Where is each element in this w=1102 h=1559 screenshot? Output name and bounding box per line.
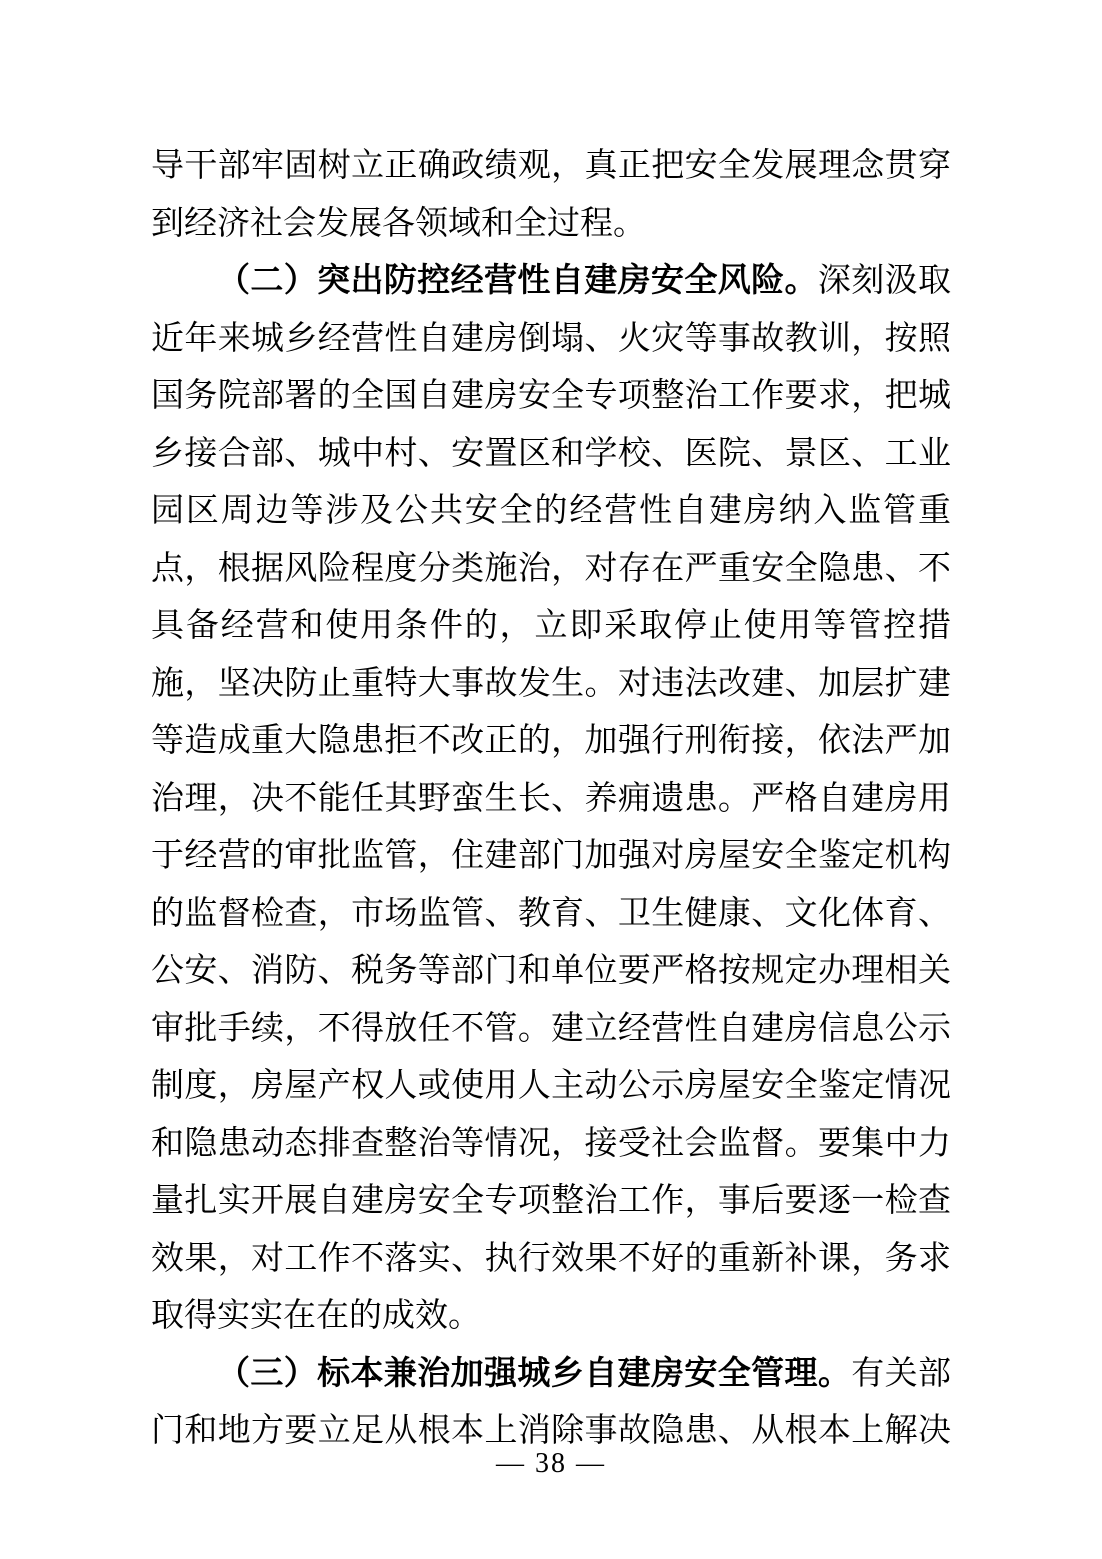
body-line-section-start bbox=[151, 1346, 951, 1404]
body-line: 效果，对工作不落实、执行效果不好的重新补课，务求 bbox=[151, 1240, 951, 1277]
body-line: 等造成重大隐患拒不改正的，加强行刑衔接，依法严加 bbox=[151, 723, 951, 759]
body-line-text: 深刻汲取 bbox=[817, 263, 952, 299]
body-line: 乡接合部、城中村、安置区和学校、医院、景区、工业 bbox=[151, 435, 951, 472]
body-line: 的监督检查，市场监管、教育、卫生健康、文化体育、 bbox=[151, 895, 951, 932]
body-line: 点，根据风险程度分类施治，对存在严重安全隐患、不 bbox=[151, 550, 951, 587]
body-line: 治理，决不能任其野蛮生长、养痈遗患。严格自建房用 bbox=[151, 780, 951, 817]
body-line: 审批手续，不得放任不管。建立经营性自建房信息公示 bbox=[151, 1010, 951, 1047]
body-line: 制度，房屋产权人或使用人主动公示房屋安全鉴定情况 bbox=[151, 1068, 951, 1104]
body-line: 公安、消防、税务等部门和单位要严格按规定办理相关 bbox=[151, 953, 951, 989]
body-text-block bbox=[151, 138, 951, 1461]
body-line: 具备经营和使用条件的，立即采取停止使用等管控措 bbox=[151, 608, 951, 644]
body-line: 于经营的审批监管，住建部门加强对房屋安全鉴定机构 bbox=[151, 838, 951, 874]
section-heading: （三）标本兼治加强城乡自建房安全管理。 bbox=[217, 1355, 852, 1392]
section-heading: （二）突出防控经营性自建房安全风险。 bbox=[217, 263, 818, 299]
body-line: 近年来城乡经营性自建房倒塌、火灾等事故教训，按照 bbox=[151, 320, 951, 357]
body-line: 园区周边等涉及公共安全的经营性自建房纳入监管重 bbox=[151, 493, 951, 529]
body-line-section-start bbox=[151, 253, 951, 311]
body-line: 国务院部署的全国自建房安全专项整治工作要求，把城 bbox=[151, 378, 951, 414]
body-line: 量扎实开展自建房安全专项整治工作，事后要逐一检查 bbox=[151, 1183, 951, 1219]
page-number: — 38 — bbox=[496, 1448, 606, 1479]
body-line: 导干部牢固树立正确政绩观，真正把安全发展理念贯穿 bbox=[151, 148, 951, 184]
body-line: 和隐患动态排查整治等情况，接受社会监督。要集中力 bbox=[151, 1125, 951, 1162]
body-line: 门和地方要立足从根本上消除事故隐患、从根本上解决 bbox=[151, 1413, 951, 1449]
body-line-paragraph-end: 取得实实在在的成效。 bbox=[151, 1298, 481, 1334]
body-line: 施，坚决防止重特大事故发生。对违法改建、加层扩建 bbox=[151, 665, 951, 702]
body-line-paragraph-end: 到经济社会发展各领域和全过程。 bbox=[151, 205, 646, 242]
body-line-text: 有关部 bbox=[851, 1355, 952, 1392]
